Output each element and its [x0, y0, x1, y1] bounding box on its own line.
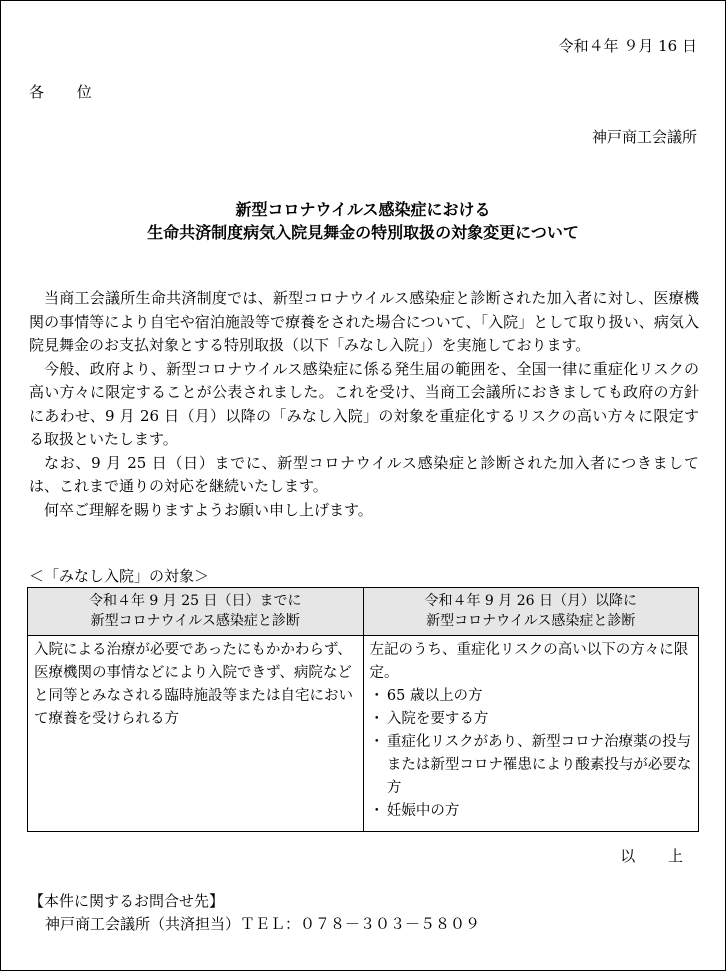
cell-intro: 左記のうち、重症化リスクの高い以下の方々に限定。	[369, 642, 689, 681]
document-title-line-2: 生命共済制度病気入院見舞金の特別取扱の対象変更について	[147, 223, 579, 242]
list-item-text: 重症化リスクがあり、新型コロナ治療薬の投与または新型コロナ罹患により酸素投与が必要な方	[386, 734, 692, 796]
column-header-after	[363, 588, 699, 636]
list-item	[370, 708, 693, 731]
column-header-before	[28, 588, 364, 636]
body-paragraph: 当商工会議所生命共済制度では、新型コロナウイルス感染症と診断された加入者に対し、医療機関の事情等により自宅や宿泊施設等で療養をされた場合について、「入院」として取り扱い、病気入院見舞金のお支払対象とする特別取扱（以下「みなし入院」）を実施しております。	[29, 289, 699, 354]
body-text	[29, 287, 699, 522]
list-item	[370, 800, 693, 823]
list-item-text: 65 歳以上の方	[386, 688, 483, 704]
target-section-label: ＜「みなし入院」の対象＞	[29, 567, 210, 585]
body-paragraph: 今般、政府より、新型コロナウイルス感染症に係る発生届の範囲を、全国一律に重症化リスクの高い方々に限定することが公表されました。これを受け、当商工会議所におきましても政府の方針にあわせ、9 月 26 日（月）以降の「みなし入院」の対象を重症化するリスクの高い方々に限定する取扱といたします。	[29, 359, 699, 448]
column-header-line: 新型コロナウイルス感染症と診断	[426, 613, 636, 629]
cell-before-condition: 入院による治療が必要であったにもかかわらず、医療機関の事情などにより入院できず、病院などと同等とみなされる臨時施設等または自宅において療養を受けられる方	[28, 636, 364, 832]
body-paragraph: 何卒ご理解を賜りますようお願い申し上げます。	[44, 500, 373, 519]
list-item-text: 妊娠中の方	[386, 803, 460, 819]
bullet-mark: ・	[369, 688, 384, 704]
bullet-mark: ・	[369, 803, 384, 819]
sender-name: 神戸商工会議所	[591, 128, 697, 146]
bullet-mark: ・	[369, 734, 384, 750]
list-item-text: 入院を要する方	[386, 711, 489, 727]
list-item	[370, 731, 693, 800]
bullet-mark: ・	[369, 711, 384, 727]
column-header-line: 令和４年 9 月 26 日（月）以降に	[424, 593, 638, 609]
column-header-line: 令和４年 9 月 25 日（日）までに	[88, 593, 302, 609]
body-paragraph: なお、9 月 25 日（日）までに、新型コロナウイルス感染症と診断された加入者につきましては、これまで通りの対応を継続いたします。	[29, 453, 699, 495]
column-header-line: 新型コロナウイルス感染症と診断	[90, 613, 300, 629]
list-item	[370, 685, 693, 708]
contact-phone: 神戸商工会議所（共済担当）ＴＥＬ：０７８－３０３－５８０９	[45, 915, 481, 933]
document-title-line-1: 新型コロナウイルス感染症における	[235, 200, 491, 219]
cell-after-condition	[363, 636, 699, 832]
recipient: 各 位	[29, 83, 106, 101]
document-date: 令和４年 ９月 16 日	[558, 37, 697, 55]
closing-mark: 以 上	[620, 847, 697, 865]
contact-heading: 【本件に関するお問合せ先】	[29, 892, 225, 910]
target-table	[27, 587, 699, 832]
